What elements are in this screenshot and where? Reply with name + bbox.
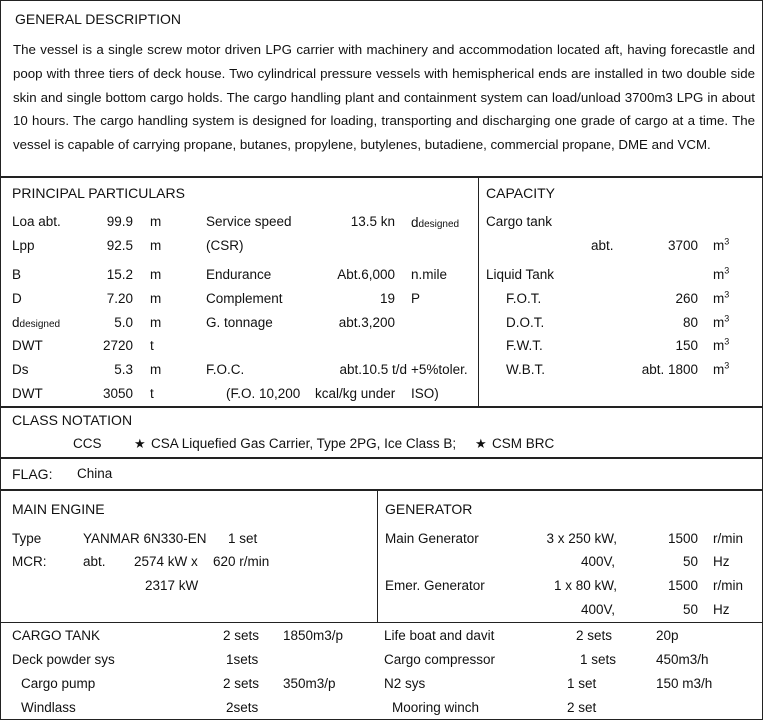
fo-note-unit: kcal/kg under: [315, 386, 396, 401]
foc-label: F.O.C.: [206, 362, 245, 377]
liquid-tank-label: Liquid Tank: [486, 267, 555, 282]
unit-superscript: 3: [724, 289, 730, 300]
b-unit: m: [150, 267, 162, 282]
ds-label: Ds: [12, 362, 29, 377]
equipment-qty: 1sets: [226, 652, 259, 667]
fot-value: 260: [675, 291, 698, 306]
cargo-tank-capacity-unit: [713, 238, 729, 254]
equipment-spec: 150 m3/h: [656, 676, 713, 691]
flag-label: FLAG:: [12, 466, 53, 482]
loa-unit: m: [150, 214, 162, 229]
unit-m: m: [713, 291, 725, 306]
dot-value: 80: [682, 315, 698, 330]
equipment-spec: 450m3/h: [656, 652, 709, 667]
star-icon: ★: [134, 436, 146, 451]
equipment-label: Cargo pump: [21, 676, 96, 691]
equipment-qty: 2 set: [567, 700, 597, 715]
unit-m: m: [713, 315, 725, 330]
emergency-generator-rpm-unit: r/min: [713, 578, 743, 593]
complement-value: 19: [379, 291, 395, 306]
unit-m: m: [713, 362, 725, 377]
cargo-tank-capacity-label: Cargo tank: [486, 214, 553, 229]
star-icon: ★: [475, 436, 487, 451]
endurance-label: Endurance: [206, 267, 272, 282]
equipment-label: CARGO TANK: [12, 628, 101, 643]
equipment-qty: 2 sets: [576, 628, 613, 643]
lpp-value: 92.5: [106, 238, 133, 253]
mcr-power: 2574 kW x: [134, 554, 198, 569]
class-society: CCS: [73, 436, 102, 451]
fwt-unit: [713, 338, 729, 354]
ncr-power: 2317 kW: [145, 578, 199, 593]
mcr-abt: abt.: [83, 554, 106, 569]
equipment-qty: 1 set: [567, 676, 597, 691]
d-designed-value: 5.0: [114, 315, 133, 330]
complement-label: Complement: [206, 291, 283, 306]
divider: [1, 176, 763, 178]
emergency-generator-frequency-unit: Hz: [713, 602, 730, 617]
class-notation-machinery: CSM BRC: [492, 436, 555, 451]
foc-tolerance: +5%toler.: [411, 362, 468, 377]
wbt-unit: [713, 362, 729, 378]
unit-superscript: 3: [724, 360, 730, 371]
lpp-label: Lpp: [12, 238, 35, 253]
divider: [1, 406, 763, 408]
capacity-title: CAPACITY: [486, 185, 555, 201]
d-designed-unit: m: [150, 315, 162, 330]
main-generator-spec: 3 x 250 kW,: [546, 531, 617, 546]
dwt-scantling-label: DWT: [12, 386, 43, 401]
wbt-label: W.B.T.: [506, 362, 546, 377]
unit-m: m: [713, 238, 725, 253]
equipment-spec: 350m3/p: [283, 676, 336, 691]
equipment-spec: 1850m3/p: [283, 628, 344, 643]
unit-superscript: 3: [724, 336, 730, 347]
engine-type-label: Type: [12, 531, 42, 546]
emergency-generator-rpm: 1500: [667, 578, 698, 593]
cargo-tank-capacity-value: 3700: [667, 238, 698, 253]
service-speed-value: 13.5 kn: [350, 214, 395, 229]
loa-label: Loa abt.: [12, 214, 61, 229]
loa-value: 99.9: [106, 214, 133, 229]
lpp-unit: m: [150, 238, 162, 253]
equipment-label: Cargo compressor: [384, 652, 496, 667]
general-description-title: GENERAL DESCRIPTION: [15, 11, 181, 27]
gross-tonnage-label: G. tonnage: [206, 315, 273, 330]
dwt-designed-value: 2720: [102, 338, 133, 353]
fot-unit: [713, 291, 729, 307]
mcr-rpm: 620 r/min: [213, 554, 270, 569]
fo-note: (F.O. 10,200: [226, 386, 301, 401]
d-designed-letter: d: [12, 315, 20, 330]
class-notation-hull: CSA Liquefied Gas Carrier, Type 2PG, Ice Class B;: [151, 436, 457, 451]
speed-condition-subscript: designed: [418, 219, 460, 230]
flag-value: China: [77, 466, 113, 481]
b-value: 15.2: [106, 267, 133, 282]
emergency-generator-spec: 1 x 80 kW,: [553, 578, 617, 593]
generator-title: GENERATOR: [385, 501, 473, 517]
endurance-unit: n.mile: [411, 267, 448, 282]
general-description-text: The vessel is a single screw motor driven LPG carrier with machinery and accommodation located aft, having forecastle and poop with three tiers of deck house. Two cylindrical pressure vessels with hemispherical ends are installed in two double side skin and single bottom cargo holds. The cargo handling plant and containment system can load/unload 3700m3 LPG in about 10 hours. The cargo handling system is designed for loading, transporting and discharging one grade of cargo at a time. The vessel is capable of carrying propane, butanes, propylene, butylenes, butadiene, commercial propane, DME and VCM.: [13, 42, 755, 153]
ds-value: 5.3: [114, 362, 133, 377]
column-divider: [478, 177, 479, 406]
endurance-value: Abt.6,000: [337, 267, 395, 282]
d-value: 7.20: [106, 291, 133, 306]
gross-tonnage-value: abt.3,200: [338, 315, 395, 330]
unit-m: m: [713, 338, 725, 353]
fwt-label: F.W.T.: [506, 338, 543, 353]
principal-particulars-title: PRINCIPAL PARTICULARS: [12, 185, 185, 201]
emergency-generator-frequency: 50: [682, 602, 698, 617]
unit-superscript: 3: [724, 313, 730, 324]
main-generator-frequency: 50: [682, 554, 698, 569]
equipment-label: Life boat and davit: [384, 628, 495, 643]
unit-superscript: 3: [724, 236, 730, 247]
d-designed-subscript: designed: [19, 319, 61, 330]
dwt-designed-label: DWT: [12, 338, 43, 353]
emergency-generator-label: Emer. Generator: [385, 578, 485, 593]
dwt-scantling-value: 3050: [102, 386, 133, 401]
d-label: D: [12, 291, 22, 306]
equipment-label: Windlass: [21, 700, 76, 715]
equipment-label: N2 sys: [384, 676, 426, 691]
equipment-qty: 2sets: [226, 700, 259, 715]
divider: [1, 457, 763, 459]
dot-label: D.O.T.: [506, 315, 545, 330]
fo-note-iso: ISO): [411, 386, 439, 401]
class-notation-title: CLASS NOTATION: [12, 412, 133, 428]
service-speed-condition: [411, 215, 459, 233]
equipment-label: Deck powder sys: [12, 652, 115, 667]
engine-type-value: YANMAR 6N330-EN: [83, 531, 207, 546]
divider: [1, 489, 763, 491]
equipment-qty: 2 sets: [223, 676, 260, 691]
main-generator-label: Main Generator: [385, 531, 479, 546]
divider: [1, 622, 763, 623]
emergency-generator-voltage: 400V,: [580, 602, 615, 617]
fwt-value: 150: [675, 338, 698, 353]
liquid-tank-unit: [713, 267, 729, 283]
unit-superscript: 3: [724, 265, 730, 276]
main-engine-title: MAIN ENGINE: [12, 501, 105, 517]
foc-value: abt.10.5 t/d: [339, 362, 407, 377]
engine-qty: 1 set: [228, 531, 258, 546]
dwt-designed-unit: t: [150, 338, 154, 353]
cargo-tank-abt: abt.: [591, 238, 614, 253]
main-generator-voltage: 400V,: [580, 554, 615, 569]
equipment-label: Mooring winch: [392, 700, 480, 715]
wbt-value: abt. 1800: [641, 362, 698, 377]
equipment-qty: 1 sets: [580, 652, 617, 667]
d-designed-label: [12, 315, 60, 333]
complement-unit: P: [411, 291, 421, 306]
column-divider: [377, 490, 378, 622]
dwt-scantling-unit: t: [150, 386, 154, 401]
d-unit: m: [150, 291, 162, 306]
ds-unit: m: [150, 362, 162, 377]
mcr-label: MCR:: [12, 554, 47, 569]
b-label: B: [12, 267, 22, 282]
speed-condition-letter: d: [411, 215, 419, 230]
equipment-spec: 20p: [656, 628, 679, 643]
main-generator-rpm-unit: r/min: [713, 531, 743, 546]
equipment-qty: 2 sets: [223, 628, 260, 643]
service-speed-label: Service speed: [206, 214, 292, 229]
main-generator-frequency-unit: Hz: [713, 554, 730, 569]
dot-unit: [713, 315, 729, 331]
fot-label: F.O.T.: [506, 291, 542, 306]
unit-m: m: [713, 267, 725, 282]
csr-label: (CSR): [206, 238, 244, 253]
main-generator-rpm: 1500: [667, 531, 698, 546]
